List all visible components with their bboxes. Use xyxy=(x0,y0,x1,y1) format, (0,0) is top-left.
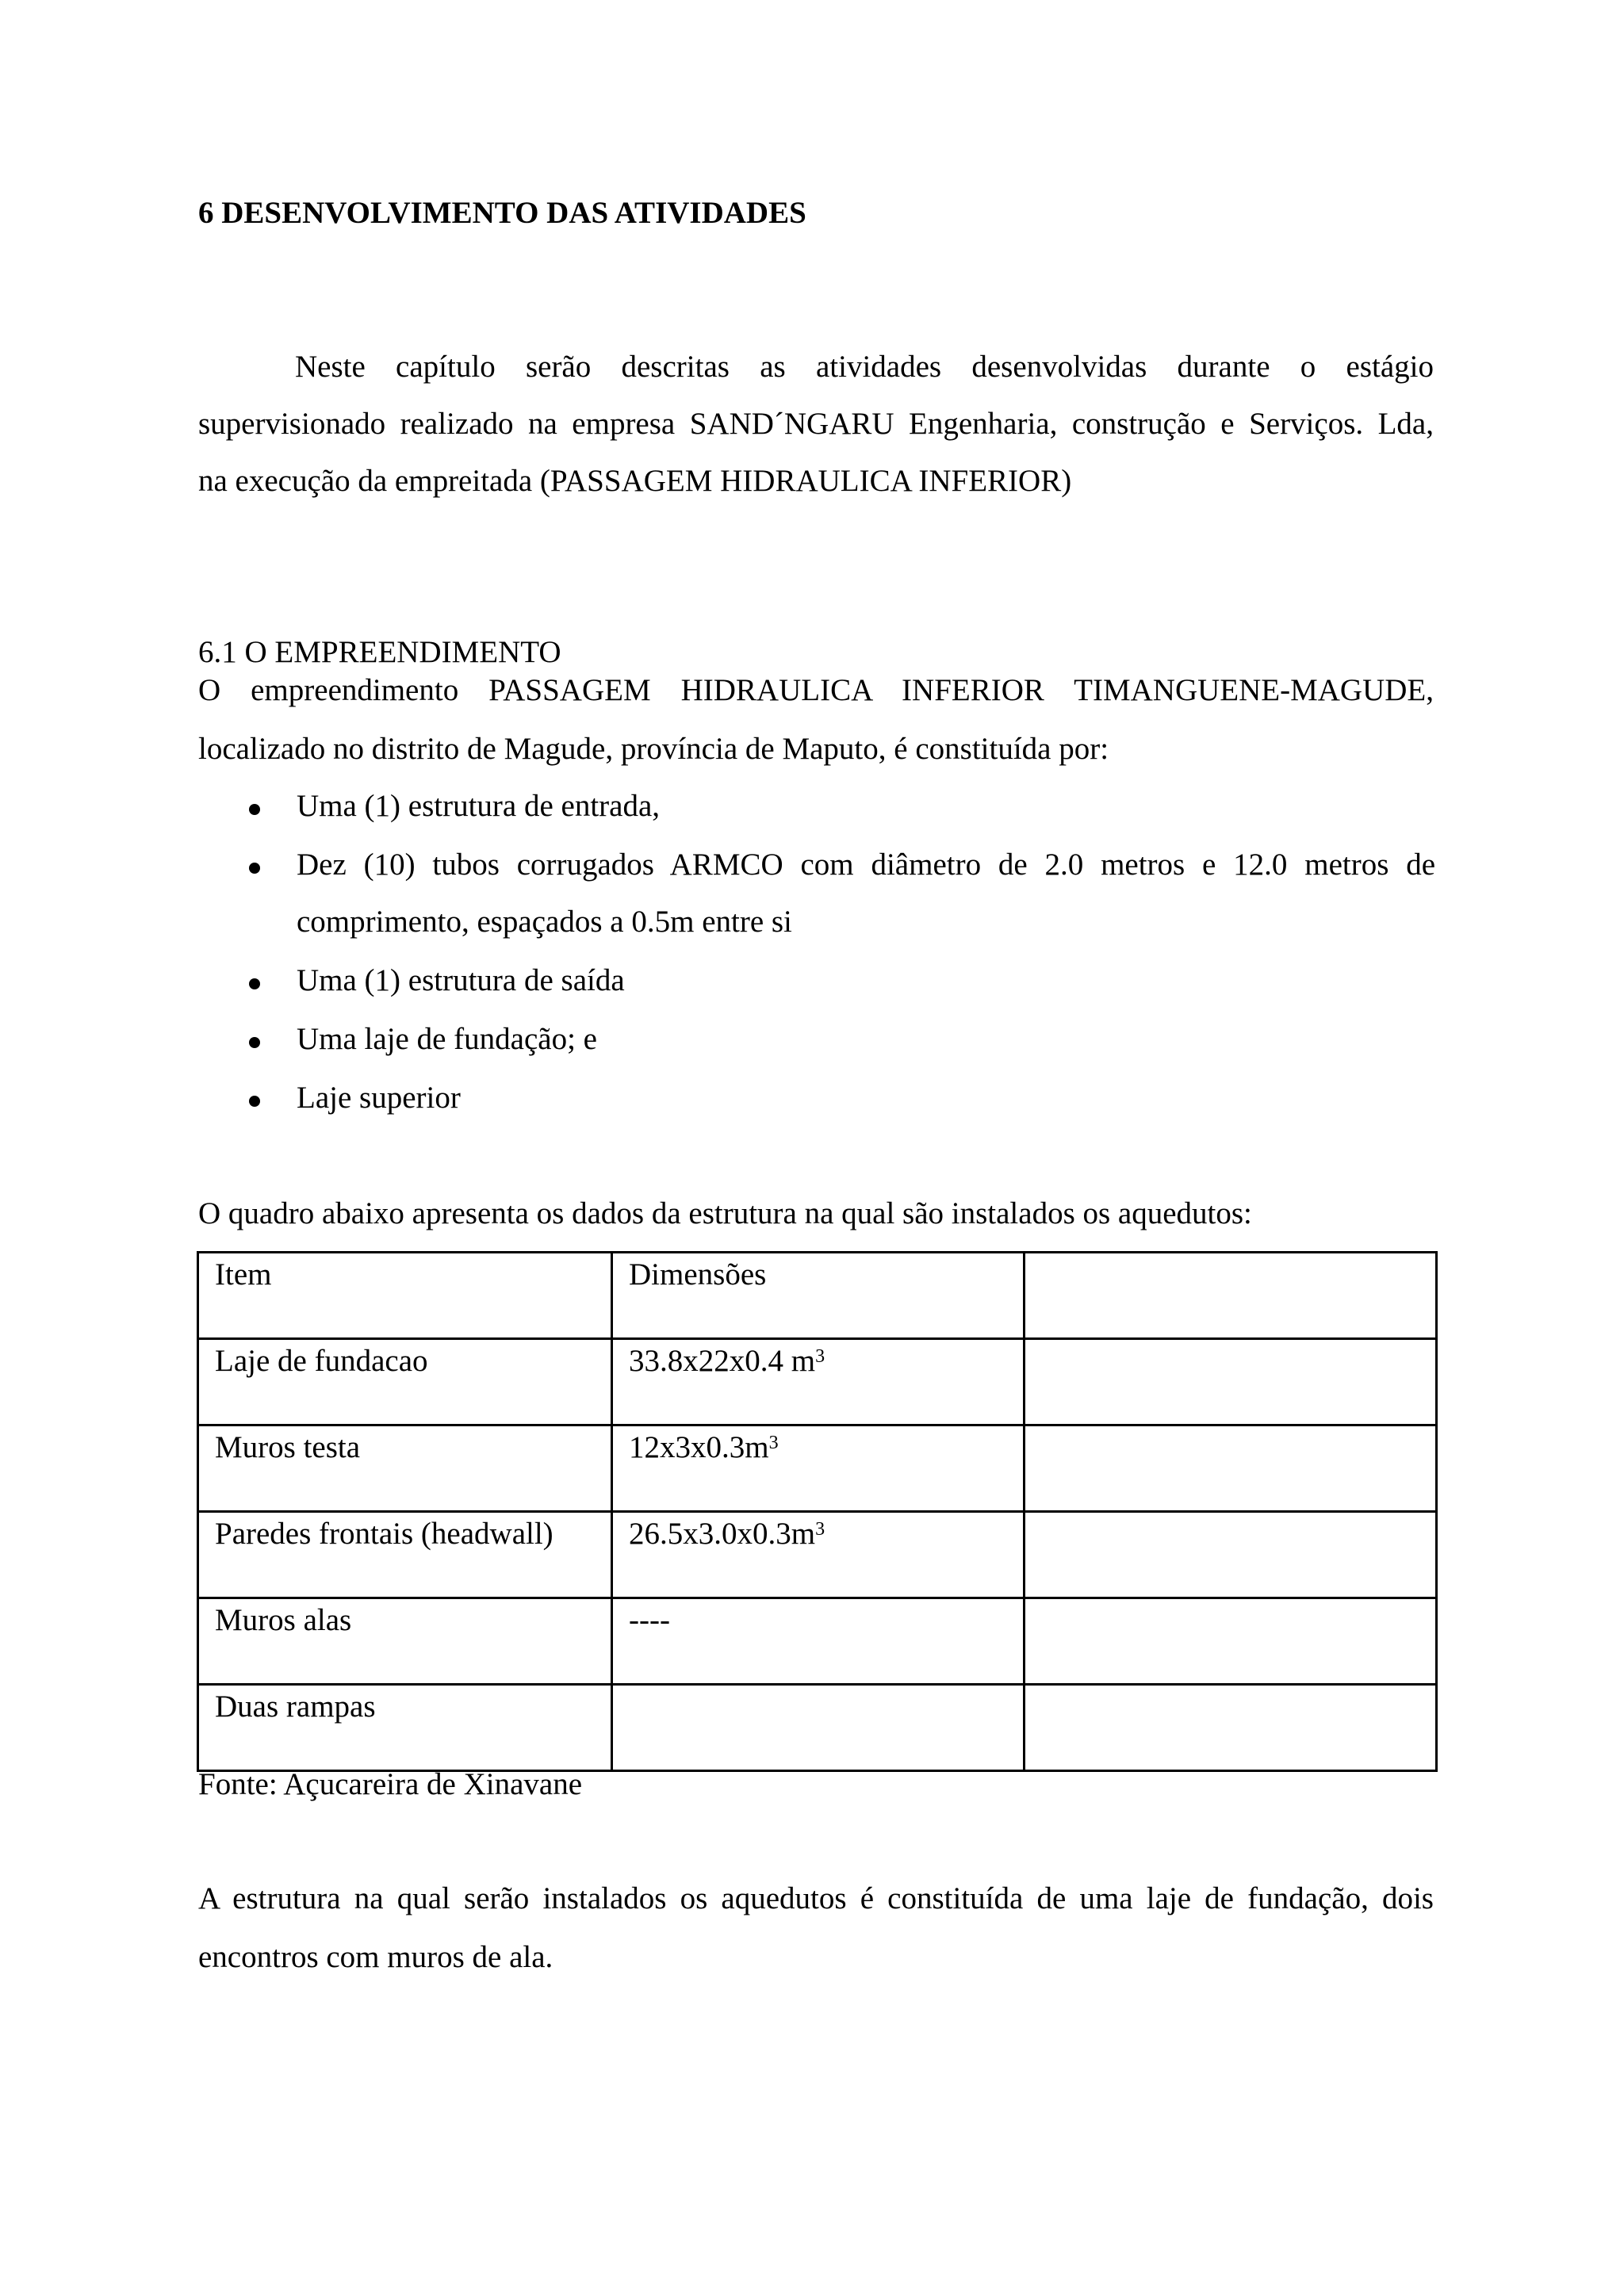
table-intro: O quadro abaixo apresenta os dados da estrutura na qual são instalados os aquedutos: xyxy=(198,1196,1252,1230)
bullet-item: Uma (1) estrutura de entrada, xyxy=(297,789,661,823)
table-cell-item: Laje de fundacao xyxy=(198,1339,612,1425)
table-row xyxy=(198,1425,1437,1512)
table-cell-dimension xyxy=(612,1685,1025,1771)
structure-table xyxy=(197,1251,1438,1772)
superscript: 3 xyxy=(815,1346,825,1367)
bullet-item: Uma laje de fundação; e xyxy=(297,1022,597,1056)
table-cell-item: Paredes frontais (headwall) xyxy=(198,1512,612,1598)
table-cell-extra xyxy=(1025,1598,1437,1685)
section-line-1: O empreendimento PASSAGEM HIDRAULICA INFERIOR TIMANGUENE-MAGUDE, xyxy=(198,673,1434,707)
table-cell-extra xyxy=(1025,1685,1437,1771)
bullet-item: Uma (1) estrutura de saída xyxy=(297,963,625,997)
bullet-item: Laje superior xyxy=(297,1081,461,1115)
table-cell-dimension: ---- xyxy=(612,1598,1025,1685)
table-row xyxy=(198,1685,1437,1771)
chapter-heading: 6 DESENVOLVIMENTO DAS ATIVIDADES xyxy=(198,196,806,230)
bullet-icon xyxy=(249,1096,260,1107)
table-cell-extra xyxy=(1025,1512,1437,1598)
table-row xyxy=(198,1512,1437,1598)
table-cell-extra xyxy=(1025,1425,1437,1512)
table-header-cell xyxy=(1025,1253,1437,1339)
table-cell-dimension: $26.5x3.0x0.3m^3$ xyxy=(612,1512,1025,1598)
bullet-icon xyxy=(249,978,260,989)
table-cell-dimension: $12x3x0.3m^3$ xyxy=(612,1425,1025,1512)
intro-line-1: Neste capítulo serão descritas as atividades desenvolvidas durante o estágio xyxy=(295,350,1434,384)
closing-line-1: A estrutura na qual serão instalados os aquedutos é constituída de uma laje de fundação, dois xyxy=(198,1881,1434,1915)
table-header-row xyxy=(198,1253,1437,1339)
table-cell-extra xyxy=(1025,1339,1437,1425)
bullet-item: Dez (10) tubos corrugados ARMCO com diâmetro de 2.0 metros e 12.0 metros de xyxy=(297,848,1435,882)
table-header-cell: Dimensões xyxy=(612,1253,1025,1339)
bullet-item-continuation: comprimento, espaçados a 0.5m entre si xyxy=(297,905,792,939)
table-header-cell: Item xyxy=(198,1253,612,1339)
table-cell-item: Muros alas xyxy=(198,1598,612,1685)
intro-line-3: na execução da empreitada (PASSAGEM HIDRAULICA INFERIOR) xyxy=(198,464,1072,498)
section-line-2: localizado no distrito de Magude, província de Maputo, é constituída por: xyxy=(198,732,1109,766)
bullet-icon xyxy=(249,1037,260,1048)
table-row xyxy=(198,1339,1437,1425)
intro-line-2: supervisionado realizado na empresa SAND´NGARU Engenharia, construção e Serviços. Lda, xyxy=(198,407,1434,441)
table-source: Fonte: Açucareira de Xinavane xyxy=(198,1767,583,1801)
table-cell-dimension: 33.8x22x0.4 $m^3$ xyxy=(612,1339,1025,1425)
closing-line-2: encontros com muros de ala. xyxy=(198,1940,553,1974)
bullet-icon xyxy=(249,863,260,874)
superscript: 3 xyxy=(768,1433,779,1453)
table-cell-item: Muros testa xyxy=(198,1425,612,1512)
table-row xyxy=(198,1598,1437,1685)
table-cell-item: Duas rampas xyxy=(198,1685,612,1771)
bullet-icon xyxy=(249,804,260,815)
superscript: 3 xyxy=(815,1519,825,1540)
section-title: 6.1 O EMPREENDIMENTO xyxy=(198,635,561,669)
